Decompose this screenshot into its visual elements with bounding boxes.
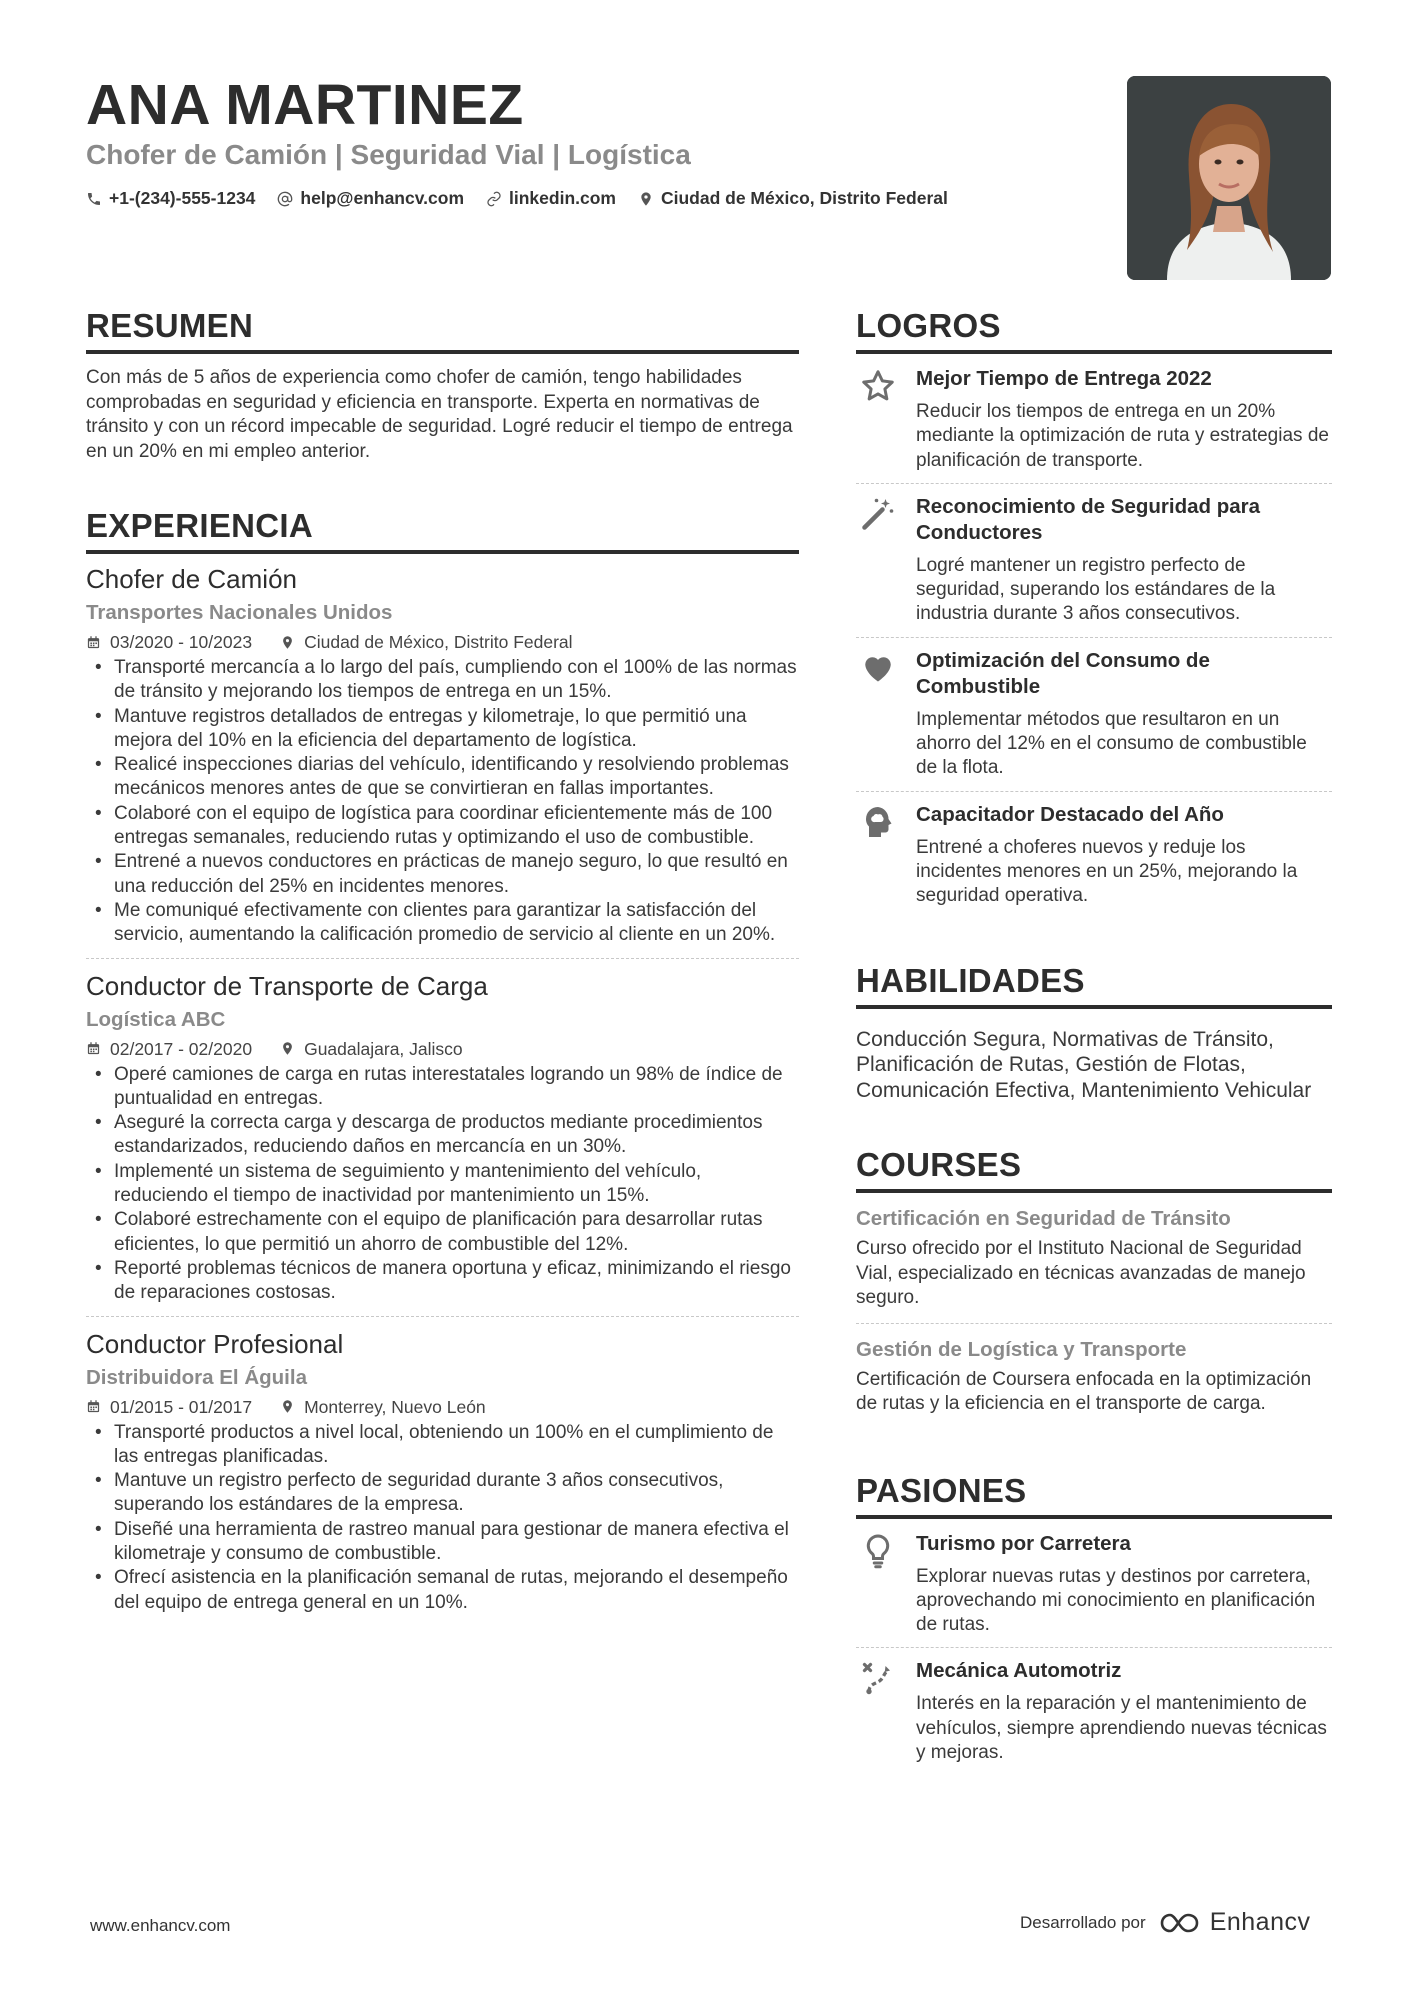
job-bullets [86,1421,799,1615]
job-title: Conductor de Transporte de Carga [86,970,488,1001]
achievement-desc: Logré mantener un registro perfecto de seguridad, superando los estándares de la industria durante 3 años consecutivos. [916,554,1276,625]
passion-desc: Explorar nuevas rutas y destinos por carretera, aprovechando mi conocimiento en planificación de rutas. [916,1565,1316,1636]
courses-section [856,1145,1332,1429]
contact-location [638,188,948,209]
achievement-desc: Entrené a choferes nuevos y reduje los incidentes menores en un 25%, mejorando la seguridad operativa. [916,836,1298,907]
achievement-title: Capacitador Destacado del Año [916,802,1224,826]
company-name: Distribuidora El Águila [86,1365,307,1389]
experience-heading: EXPERIENCIA [86,506,799,554]
course-desc: Curso ofrecido por el Instituto Nacional de Seguridad Vial, especializado en técnicas avanzadas de manejo seguro. [856,1238,1306,1309]
course-title: Gestión de Logística y Transporte [856,1337,1187,1361]
job-entry [86,1327,799,1625]
passion-title: Turismo por Carretera [916,1531,1131,1555]
job-dates [86,1393,252,1421]
job-bullet: • Me comuniqué efectivamente con clientes para garantizar la satisfacción del servicio, aumentando la calificación promedio de servicio al cliente en un 20%. [114,899,799,948]
job-meta [86,1035,799,1063]
achievement-icon-wrap [856,366,900,473]
infinity-logo-icon [1158,1911,1204,1935]
footer-website[interactable]: www.enhancv.com [90,1916,231,1935]
job-bullet: • Operé camiones de carga en rutas interestatales logrando un 98% de índice de puntualidad en entregas. [114,1063,799,1112]
job-dates [86,628,252,656]
candidate-subtitle: Chofer de Camión | Seguridad Vial | Logística [86,139,691,170]
calendar-icon [86,1041,101,1056]
contact-linkedin[interactable] [486,188,616,209]
achievement-item [856,366,1332,484]
job-location [280,1035,463,1063]
summary-heading: RESUMEN [86,306,799,354]
job-bullet: • Transporté mercancía a lo largo del país, cumpliendo con el 100% de las normas de tránsito y mejorando los tiempos de entrega en un 15%. [114,656,799,705]
job-bullet: • Aseguré la correcta carga y descarga de productos mediante procedimientos estandarizados, reduciendo daños en mercancía en un 30%. [114,1111,799,1160]
job-title: Chofer de Camión [86,564,297,594]
company-name: Transportes Nacionales Unidos [86,601,393,624]
candidate-name: ANA MARTINEZ [86,73,524,137]
right-column [856,306,1332,1817]
job-bullet: • Diseñé una herramienta de rastreo manual para gestionar de manera efectiva el kilometraje y consumo de combustible. [114,1518,799,1567]
brand-name: Enhancv [1209,1908,1311,1936]
passion-icon-wrap [856,1658,900,1765]
job-dates-text: 03/2020 - 10/2023 [110,632,253,652]
job-bullet: • Realicé inspecciones diarias del vehículo, identificando y resolviendo problemas mecánicos menores antes de que se convirtieran en fallas importantes. [114,753,799,802]
passions-heading: PASIONES [856,1471,1332,1519]
link-icon [486,191,502,207]
job-entry [86,969,799,1317]
job-bullet: • Mantuve un registro perfecto de seguridad durante 3 años consecutivos, superando los estándares de la empresa. [114,1469,799,1518]
location-text: Ciudad de México, Distrito Federal [660,188,948,208]
job-bullet: • Reporté problemas técnicos de manera oportuna y eficaz, minimizando el riesgo de reparaciones costosas. [114,1257,799,1306]
at-sign-icon [277,191,293,207]
magic-wand-icon [860,496,896,532]
achievement-desc: Reducir los tiempos de entrega en un 20% mediante la optimización de ruta y estrategias de planificación de transporte. [916,401,1329,471]
heart-icon [860,650,896,686]
achievements-heading: LOGROS [856,306,1332,354]
job-location-text: Guadalajara, Jalisco [304,1038,463,1059]
lightbulb-icon [860,1533,896,1569]
skills-heading: HABILIDADES [856,961,1332,1009]
job-location-text: Monterrey, Nuevo León [304,1396,486,1417]
job-bullets [86,656,799,948]
job-bullet: • Colaboré estrechamente con el equipo de planificación para desarrollar rutas eficientes, lo que permitió un ahorro de combustible del 12%. [114,1208,799,1257]
company-name: Logística ABC [86,1007,226,1031]
experience-section [86,506,799,1625]
achievement-title: Mejor Tiempo de Entrega 2022 [916,367,1212,390]
achievement-title: Reconocimiento de Seguridad para Conductores [916,494,1261,544]
job-dates-text: 01/2015 - 01/2017 [110,1396,253,1417]
skills-text: Conducción Segura, Normativas de Tránsito, Planificación de Rutas, Gestión de Flotas, Comunicación Efectiva, Mantenimiento Vehicular [856,1027,1312,1102]
head-brain-icon [860,804,896,840]
passion-item [856,1658,1332,1775]
course-title: Certificación en Seguridad de Tránsito [856,1207,1231,1231]
map-pin-icon [280,1399,295,1414]
powered-by-text: Desarrollado por [1020,1912,1146,1932]
achievement-item [856,802,1332,919]
job-meta [86,1393,799,1421]
calendar-icon [86,1399,101,1414]
map-pin-icon [280,635,295,650]
calendar-icon [86,635,101,650]
footer-branding [1020,1908,1310,1937]
contact-bar [86,188,970,209]
star-icon [860,368,896,404]
contact-phone[interactable] [86,188,255,209]
achievement-icon-wrap [856,494,900,627]
job-bullet: • Entrené a nuevos conductores en prácticas de manejo seguro, lo que resultó en una reducción del 25% en incidentes menores. [114,850,799,899]
job-location [280,628,572,656]
achievement-item [856,648,1332,792]
job-location [280,1393,486,1421]
courses-heading: COURSES [856,1145,1332,1193]
job-dates-text: 02/2017 - 02/2020 [110,1038,253,1059]
job-bullet: • Colaboré con el equipo de logística para coordinar eficientemente más de 100 entregas semanales, reduciendo rutas y optimizando el uso de combustible. [114,802,799,851]
passion-desc: Interés en la reparación y el mantenimiento de vehículos, siempre aprendiendo nuevas técnicas y mejoras. [916,1693,1327,1764]
job-location-text: Ciudad de México, Distrito Federal [304,632,573,652]
job-bullet: • Implementé un sistema de seguimiento y mantenimiento del vehículo, reduciendo el tiempo de inactividad por mantenimiento un 15%. [114,1160,799,1209]
passion-title: Mecánica Automotriz [916,1659,1122,1683]
passion-icon-wrap [856,1531,900,1638]
skills-section [856,961,1332,1104]
profile-photo [1127,76,1331,280]
passions-section [856,1471,1332,1776]
achievement-icon-wrap [856,648,900,781]
enhancv-logo[interactable] [1158,1908,1311,1937]
phone-icon [86,191,102,207]
achievement-item [856,494,1332,638]
job-bullet: • Ofrecí asistencia en la planificación semanal de rutas, mejorando el desempeño del equipo de entrega general en un 10%. [114,1566,799,1615]
left-column [86,306,799,1635]
job-bullet: • Transporté productos a nivel local, obteniendo un 100% en el cumplimiento de las entregas planificadas. [114,1421,799,1470]
job-entry [86,562,799,959]
passion-item [856,1531,1332,1649]
summary-text: Con más de 5 años de experiencia como chofer de camión, tengo habilidades comprobadas en seguridad y eficiencia en transporte. Experta en normativas de tránsito y con un récord impecable de seguridad. Logré reducir el tiempo de entrega en un 20% en mi empleo anterior. [86,367,793,462]
email-text: help@enhancv.com [300,188,465,208]
course-desc: Certificación de Coursera enfocada en la optimización de rutas y la eficiencia en el transporte de carga. [856,1368,1312,1415]
job-title: Conductor Profesional [86,1328,344,1359]
summary-section [86,306,799,464]
phone-text: +1-(234)-555-1234 [109,188,256,208]
profile-photo-image [1127,76,1331,280]
achievement-icon-wrap [856,802,900,909]
job-bullet: • Mantuve registros detallados de entregas y kilometraje, lo que permitió una mejora del 10% en la eficiencia del departamento de logística. [114,705,799,754]
achievement-title: Optimización del Consumo de Combustible [916,648,1210,698]
route-icon [860,1660,896,1696]
job-bullets [86,1063,799,1306]
course-item [856,1336,1332,1429]
map-pin-icon [638,191,654,207]
contact-email[interactable] [277,188,464,209]
achievements-section [856,306,1332,919]
job-meta [86,628,799,656]
achievement-desc: Implementar métodos que resultaron en un ahorro del 12% en el consumo de combustible de la flota. [916,708,1307,779]
map-pin-icon [280,1041,295,1056]
linkedin-text: linkedin.com [509,188,616,208]
job-dates [86,1035,252,1063]
course-item [856,1205,1332,1324]
